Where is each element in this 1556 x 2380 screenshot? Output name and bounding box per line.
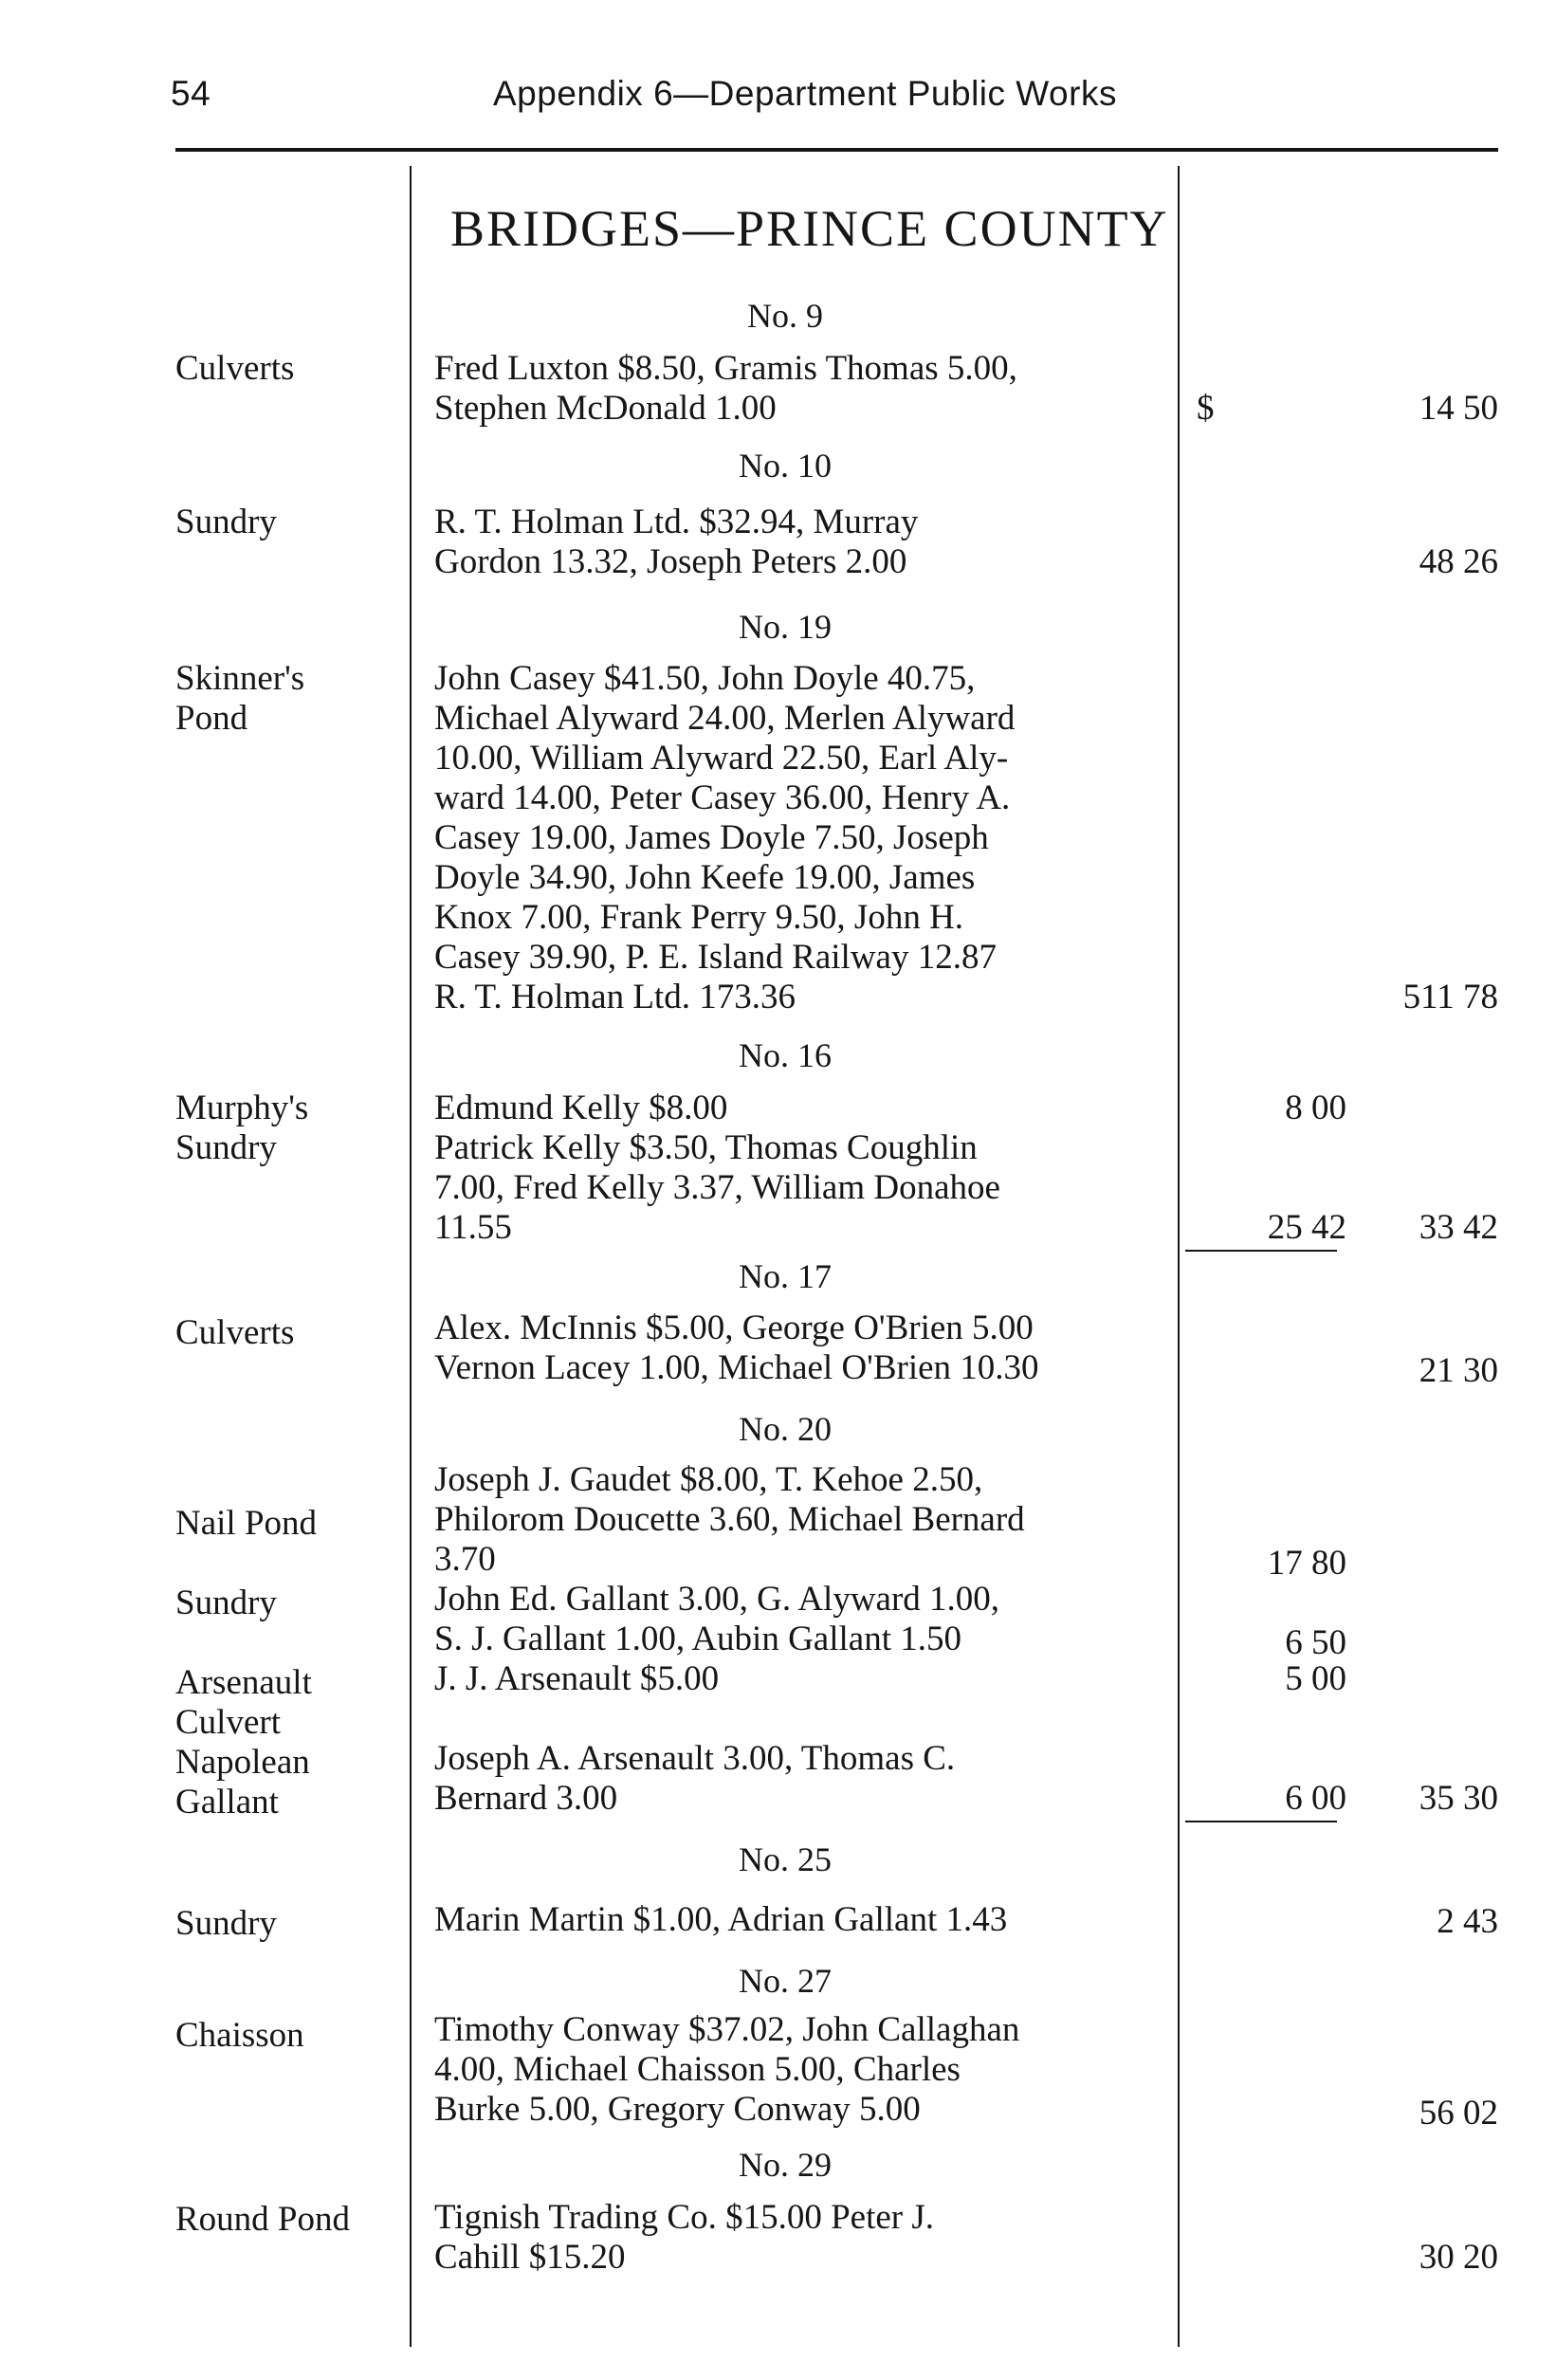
entry-text — [434, 659, 1155, 1017]
total-amount: 48 26 — [1419, 542, 1498, 581]
entry-label: Culverts — [175, 1313, 295, 1352]
subtotal-amount: 25 42 — [1267, 1208, 1346, 1247]
total-amount: 511 78 — [1402, 978, 1498, 1016]
section-heading: No. 10 — [739, 447, 832, 485]
entry-label: Sundry — [175, 1584, 277, 1622]
entry-text-line: John Ed. Gallant 3.00, G. Alyward 1.00, — [434, 1580, 1000, 1619]
entry-text — [434, 1900, 1155, 1940]
section-heading: No. 17 — [739, 1257, 832, 1295]
total-amount: 56 02 — [1419, 2094, 1498, 2133]
total-amount: 2 43 — [1437, 1902, 1498, 1941]
subtotal-rule — [1185, 1250, 1337, 1252]
entry-text-line: S. J. Gallant 1.00, Aubin Gallant 1.50 — [434, 1620, 961, 1658]
entry-label: Napolean Gallant — [175, 1743, 310, 1822]
entry-text-line: Alex. McInnis $5.00, George O'Brien 5.00 — [434, 1309, 1034, 1347]
entry-text — [434, 1659, 1155, 1699]
header-rule — [175, 148, 1498, 152]
entry-label: Chaisson — [175, 2016, 304, 2055]
total-amount: 30 20 — [1419, 2238, 1498, 2277]
entry-text — [434, 1089, 1155, 1128]
entry-label: Murphy's — [175, 1089, 309, 1127]
entry-text — [434, 1128, 1155, 1248]
section-heading: No. 16 — [739, 1036, 832, 1074]
page-title: BRIDGES—PRINCE COUNTY — [450, 200, 1169, 257]
entry-label: Sundry — [175, 1904, 277, 1943]
section-heading: No. 19 — [739, 608, 832, 646]
total-amount: 33 42 — [1419, 1208, 1498, 1247]
entry-label: Culverts — [175, 349, 295, 388]
section-heading: No. 25 — [739, 1840, 832, 1878]
section-heading: No. 20 — [739, 1410, 832, 1448]
entry-text-line: Philorom Doucette 3.60, Michael Bernard — [434, 1500, 1025, 1539]
entry-text-line: Burke 5.00, Gregory Conway 5.00 — [434, 2090, 921, 2129]
entry-label: Nail Pond — [175, 1504, 318, 1543]
entry-text-line: Vernon Lacey 1.00, Michael O'Brien 10.30 — [434, 1348, 1039, 1387]
entry-text-line: Doyle 34.90, John Keefe 19.00, James — [434, 858, 976, 897]
subtotal-rule — [1185, 1821, 1337, 1822]
entry-label: Sundry — [175, 1128, 277, 1167]
entry-label: Round Pond — [175, 2200, 351, 2239]
subtotal-amount: 6 50 — [1285, 1623, 1346, 1662]
entry-text-line: John Casey $41.50, John Doyle 40.75, — [434, 659, 976, 698]
entry-label: Arsenault Culvert — [175, 1663, 312, 1742]
entry-text-line: Stephen McDonald 1.00 — [434, 389, 777, 428]
entry-text — [434, 1309, 1155, 1388]
entry-text-line: Marin Martin $1.00, Adrian Gallant 1.43 — [434, 1900, 1008, 1939]
total-amount: 21 30 — [1419, 1351, 1498, 1390]
entry-text — [434, 1739, 1155, 1819]
entry-text-line: Edmund Kelly $8.00 — [434, 1089, 728, 1127]
entry-text-line: Gordon 13.32, Joseph Peters 2.00 — [434, 542, 907, 581]
subtotal-amount: 17 80 — [1267, 1544, 1346, 1583]
total-amount: 14 50 — [1419, 389, 1498, 428]
page-number: 54 — [171, 74, 211, 113]
entry-text-line: Bernard 3.00 — [434, 1779, 618, 1818]
entry-text — [434, 1580, 1155, 1659]
subtotal-amount: 8 00 — [1285, 1089, 1346, 1127]
entry-text — [434, 349, 1155, 429]
entry-text-line: Timothy Conway $37.02, John Callaghan — [434, 2010, 1020, 2049]
section-heading: No. 29 — [739, 2146, 832, 2184]
subtotal-amount: 6 00 — [1285, 1779, 1346, 1818]
entry-label: Sundry — [175, 503, 277, 541]
entry-text-line: 4.00, Michael Chaisson 5.00, Charles — [434, 2050, 961, 2089]
running-title: Appendix 6—Department Public Works — [493, 74, 1117, 113]
entry-label: Skinner's Pond — [175, 659, 305, 738]
entry-text — [434, 2010, 1155, 2130]
dollar-sign: $ — [1197, 389, 1215, 428]
entry-text-line: Patrick Kelly $3.50, Thomas Coughlin — [434, 1128, 978, 1167]
column-rule-left — [410, 166, 412, 2347]
entry-text-line: Cahill $15.20 — [434, 2238, 626, 2277]
entry-text — [434, 503, 1155, 582]
entry-text-line: ward 14.00, Peter Casey 36.00, Henry A. — [434, 778, 1011, 817]
entry-text-line: Knox 7.00, Frank Perry 9.50, John H. — [434, 898, 964, 937]
total-amount: 35 30 — [1419, 1779, 1498, 1818]
entry-text-line: J. J. Arsenault $5.00 — [434, 1659, 720, 1698]
column-rule-right — [1178, 166, 1180, 2347]
entry-text-line: Tignish Trading Co. $15.00 Peter J. — [434, 2198, 935, 2237]
entry-text-line: 7.00, Fred Kelly 3.37, William Donahoe — [434, 1168, 1000, 1207]
entry-text-line: 3.70 — [434, 1540, 496, 1579]
subtotal-amount: 5 00 — [1285, 1659, 1346, 1698]
entry-text-line: Casey 19.00, James Doyle 7.50, Joseph — [434, 818, 989, 857]
entry-text-line: Joseph J. Gaudet $8.00, T. Kehoe 2.50, — [434, 1460, 983, 1499]
entry-text-line: R. T. Holman Ltd. 173.36 — [434, 978, 796, 1016]
entry-text-line: Michael Alyward 24.00, Merlen Alyward — [434, 699, 1016, 738]
entry-text-line: R. T. Holman Ltd. $32.94, Murray — [434, 503, 919, 541]
section-heading: No. 9 — [747, 297, 823, 335]
entry-text-line: Joseph A. Arsenault 3.00, Thomas C. — [434, 1739, 956, 1778]
entry-text — [434, 2198, 1155, 2278]
entry-text-line: 10.00, William Alyward 22.50, Earl Aly- — [434, 739, 1009, 778]
entry-text-line: 11.55 — [434, 1208, 512, 1247]
entry-text — [434, 1460, 1155, 1580]
section-heading: No. 27 — [739, 1962, 832, 2000]
entry-text-line: Fred Luxton $8.50, Gramis Thomas 5.00, — [434, 349, 1017, 388]
entry-text-line: Casey 39.90, P. E. Island Railway 12.87 — [434, 938, 997, 977]
